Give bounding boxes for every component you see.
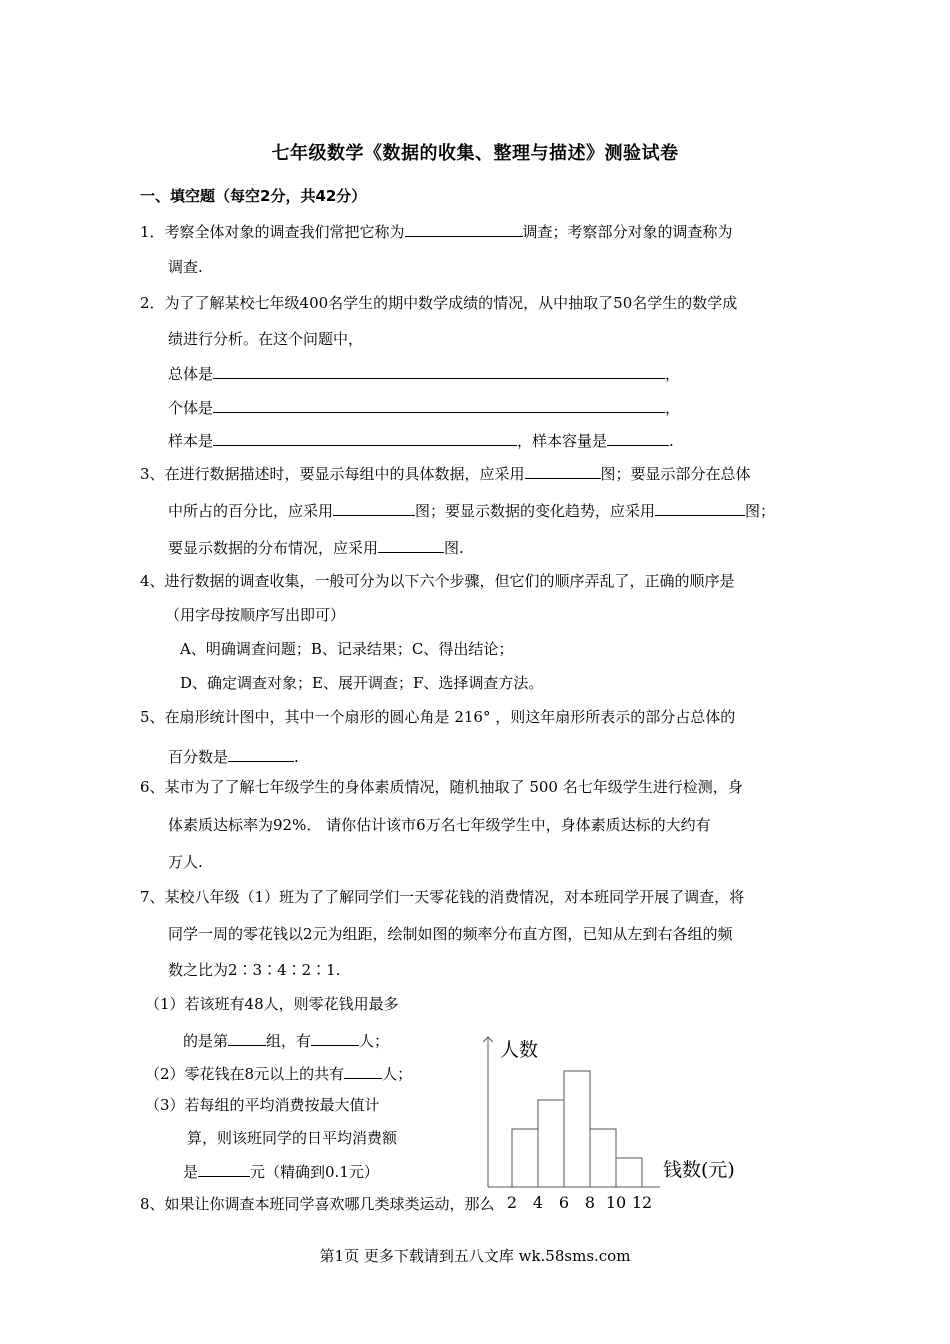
q2-sample-label: 样本是 [168,432,214,450]
q5-blank[interactable] [228,745,294,762]
x-tick-label: 2 [506,1193,518,1212]
q7-part1-line1: （1）若该班有48人，则零花钱用最多 [145,995,399,1013]
q2-individual-label: 个体是 [168,399,214,417]
q4-line1: 4、进行数据的调查收集，一般可分为以下六个步骤，但它们的顺序弄乱了，正确的顺序是 [140,572,735,590]
q7-part1-blank-count[interactable] [311,1029,359,1046]
q7-part2-blank[interactable] [344,1062,382,1079]
q7-part1-blank-group[interactable] [228,1029,266,1046]
q1-blank-1[interactable] [405,220,523,237]
q7-part1-line2 [183,1029,389,1051]
q7-line3: 数之比为2∶3∶4∶2∶1. [168,961,341,979]
q2-total-label: 总体是 [168,365,214,383]
q7-part3-line2: 算，则该班同学的日平均消费额 [187,1129,398,1147]
q7-line2: 同学一周的零花钱以2元为组距，绘制如图的频率分布直方图，已知从左到右各组的频 [168,925,733,943]
q3-blank-2[interactable] [333,499,415,516]
q2-capacity-label: ，样本容量是 [517,432,608,450]
q2-total-blank[interactable] [213,362,665,379]
q7-line1: 7、某校八年级（1）班为了了解同学们一天零花钱的消费情况，对本班同学开展了调查，将 [140,888,745,906]
q3-text-a2: 图；要显示部分在总体 [600,465,751,483]
q7-part3-line3 [183,1160,379,1182]
histogram-chart [470,1025,770,1230]
q6-line1: 6、某市为了了解七年级学生的身体素质情况，随机抽取了 500 名七年级学生进行检测，身 [140,778,743,796]
q3-text-b3: 图； [745,502,776,520]
histogram-bar [616,1158,642,1187]
q2-sample-line [168,429,674,451]
q3-blank-3[interactable] [655,499,745,516]
q7-part1-text-2: 组，有 [266,1032,312,1050]
q6-line2: 体素质达标率为92%． 请你估计该市6万名七年级学生中，身体素质达标的大约有 [168,816,711,834]
q4-options-2: D、确定调查对象；E、展开调查；F、选择调查方法。 [180,674,544,692]
q2-sample-blank[interactable] [213,429,517,446]
q1-text-a: 1．考察全体对象的调查我们常把它称为 [140,223,405,241]
q2-comma-1: ， [665,365,681,383]
q2-individual-blank[interactable] [213,396,665,413]
q2-comma-2: ， [665,399,681,417]
q3-text-b1: 中所占的百分比，应采用 [168,502,334,520]
q5-line1: 5、在扇形统计图中，其中一个扇形的圆心角是 216° ，则这年扇形所表示的部分占总体的 [140,708,736,726]
q4-line2: （用字母按顺序写出即可） [165,606,346,624]
q3-text-c1: 要显示数据的分布情况，应采用 [168,539,379,557]
q7-part1-text-3: 人； [359,1032,390,1050]
q7-part3-blank[interactable] [198,1160,250,1177]
q3-text-c2: 图. [444,539,464,557]
q5-line2 [168,745,299,767]
x-tick-label: 8 [584,1193,596,1212]
q1-line1 [140,220,733,242]
q7-part3-line1: （3）若每组的平均消费按最大值计 [145,1096,380,1114]
q3-text-a1: 3、在进行数据描述时，要显示每组中的具体数据，应采用 [140,465,525,483]
q7-part2-line [145,1062,412,1084]
histogram-bar [512,1129,538,1187]
x-tick-label: 6 [558,1193,570,1212]
y-axis-label: 人数 [500,1039,539,1061]
q3-line1 [140,462,751,484]
q3-text-b2: 图；要显示数据的变化趋势，应采用 [415,502,656,520]
histogram-bar [564,1071,590,1187]
q4-options-1: A、明确调查问题；B、记录结果；C、得出结论； [180,640,514,658]
page-footer: 第1页 更多下载请到五八文库 wk.58sms.com [319,1247,631,1265]
page-title: 七年级数学《数据的收集、整理与描述》测验试卷 [271,143,679,164]
q2-individual-line [168,396,680,418]
q8-line1: 8、如果让你调查本班同学喜欢哪几类球类运动，那么 [140,1195,495,1213]
q7-part3-text-2: 元（精确到0.1元） [250,1163,379,1181]
q5-text-b1: 百分数是 [168,748,229,766]
histogram-bar [538,1100,564,1187]
histogram-bar [590,1129,616,1187]
x-tick-label: 10 [605,1193,627,1212]
x-tick-label: 4 [532,1193,544,1212]
q2-capacity-blank[interactable] [607,429,669,446]
q1-line2 [168,257,203,277]
q3-blank-4[interactable] [378,536,444,553]
q2-period: . [669,432,674,450]
q7-part1-text-1: 的是第 [183,1032,229,1050]
q2-line2: 绩进行分析。在这个问题中， [168,330,364,348]
q6-line3: 万人. [168,853,203,871]
x-tick-label: 12 [631,1193,653,1212]
section-heading: 一、填空题（每空2分，共42分） [140,187,367,205]
q1-text-c: 调查. [168,258,203,276]
q7-part3-text-1: 是 [183,1163,199,1181]
q3-line3 [168,536,464,558]
q7-part2-text-a: （2）零花钱在8元以上的共有 [145,1065,345,1083]
q2-total-line [168,362,680,384]
q5-text-b2: . [294,748,299,766]
x-axis-label: 钱数(元) [663,1159,735,1181]
q3-line2 [168,499,775,521]
q3-blank-1[interactable] [525,462,601,479]
q7-part2-text-b: 人； [382,1065,413,1083]
q2-line1: 2．为了了解某校七年级400名学生的期中数学成绩的情况，从中抽取了50名学生的数学成 [140,294,738,312]
q1-text-b: 调查；考察部分对象的调查称为 [522,223,733,241]
